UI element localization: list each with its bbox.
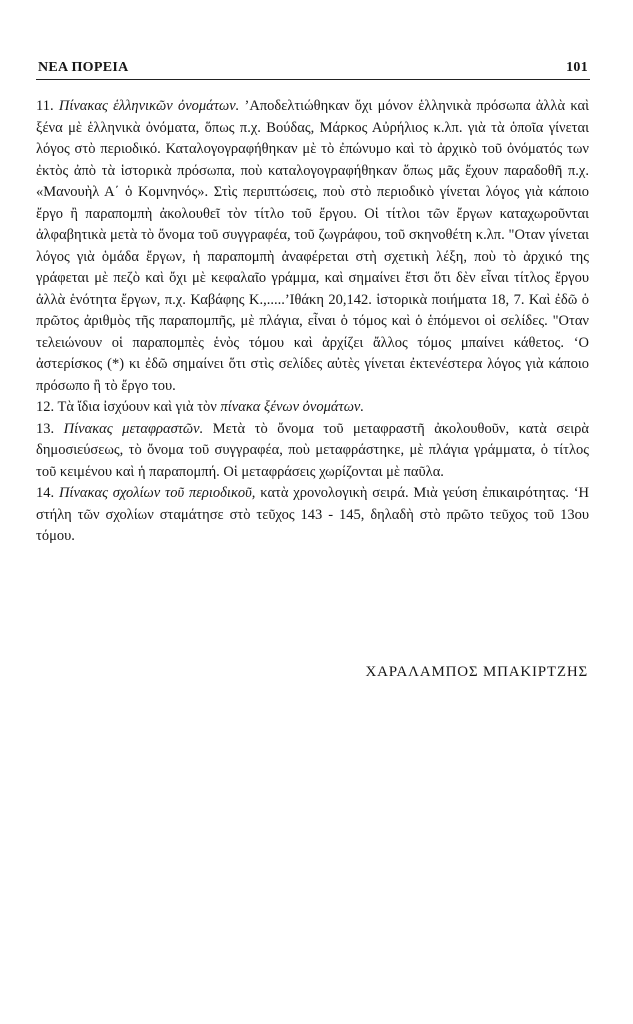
item-text: κατὰ χρονολογικὴ σειρά. Μιὰ γεύση ἐπικαιρότητας. ‘Η στήλη τῶν σχολίων σταμάτησε στὸ τεῦχος 143 - 145, δηλαδὴ στὸ πρῶτο τεῦχος τοῦ 13ου τόμου.: [36, 485, 590, 544]
item-number: 14.: [36, 485, 55, 501]
running-header: [38, 56, 588, 76]
item-number: 11.: [36, 98, 54, 114]
item-text: Μετὰ τὸ ὄνομα τοῦ μεταφραστῆ ἀκολουθοῦν, κατὰ σειρὰ δημοσιεύσεως, τὸ ὄνομα τοῦ συγγραφέα, ποὺ μεταφράστηκε, μὲ πλάγια γράμματα, ὁ τίτλος τοῦ κειμένου καὶ ἡ παραπομπή. Οἱ μεταφράσεις χωρίζονται μὲ παῦλα.: [36, 420, 590, 480]
item-13: [36, 419, 589, 484]
item-number: 13.: [36, 420, 55, 437]
body-text: [36, 96, 589, 548]
item-11: [36, 96, 589, 397]
item-14: [36, 483, 589, 548]
item-title: Πίνακας σχολίων τοῦ περιοδικοῦ,: [58, 485, 256, 501]
item-number: 12.: [36, 399, 55, 415]
item-title: Πίνακας μεταφραστῶν.: [63, 420, 204, 437]
item-12: [36, 397, 589, 419]
item-text: Τὰ ἴδια ἰσχύουν καὶ γιὰ τὸν: [57, 399, 217, 415]
running-title: ΝΕΑ ΠΟΡΕΙΑ: [38, 60, 129, 75]
item-title: πίνακα ξένων ὀνομάτων.: [220, 399, 364, 415]
author-signature: ΧΑΡΑΛΑΜΠΟΣ ΜΠΑΚΙΡΤΖΗΣ: [365, 664, 588, 680]
header-rule: [36, 79, 590, 80]
item-title: Πίνακας ἑλληνικῶν ὀνομάτων.: [58, 98, 240, 114]
item-text: ’Αποδελτιώθηκαν ὄχι μόνον ἑλληνικὰ πρόσωπα ἀλλὰ καὶ ξένα μὲ ἑλληνικὰ ὀνόματα, ὅπως π.χ. Βούδας, Μάρκος Αὐρήλιος κ.λπ. γιὰ τὰ ὁποῖα γίνεται λόγος στὸ περιοδικό. Καταλογογραφήθηκαν μὲ τὸ ἐπώνυμο καὶ τὸ ἀρχικὸ τοῦ ὀνόματός των ἐκτὸς ἀπὸ τὰ ἱστορικὰ πρόσωπα, ποὺ καταλογογραφήθηκαν ὅπως μᾶς ἔχουν παραδοθῆ π.χ. «Μανουὴλ Α΄ ὁ Κομνηνός». Στὶς περιπτώσεις, ποὺ στὸ περιοδικὸ γίνεται λόγος γιὰ κάποιο ἔργο ἢ παραπομπὴ ἀκολουθεῖ τὸν τίτλο τοῦ ἔργου. Οἱ τίτλοι τῶν ἔργων καταχωροῦνται ἀλφαβητικὰ μετὰ τὸ ὄνομα τοῦ συγγραφέα, τοῦ ζωγράφου, τοῦ σκηνοθέτη κ.λπ. "Οταν γίνεται λόγος γιὰ ὁμάδα ἔργων, ἡ παραπομπὴ ἀναφέρεται στὴ σχετικὴ λέξη, ποὺ τὸ ἀρχικό της γράφεται μὲ πεζὸ καὶ ὄχι μὲ κεφαλαῖο γράμμα, καὶ σημαίνει ἔτσι ὅτι δὲν εἶναι τίτλος ἔργου ἀλλὰ ἑνότητα ἔργων, π.χ. Καβάφης Κ.,.....’Ιθάκη 20,142. ἱστορικὰ ποιήματα 18, 7. Καὶ ἐδῶ ὁ πρῶτος ἀριθμὸς τῆς παραπομπῆς, μὲ πλάγια, εἶναι ὁ τόμος καὶ ὁ ἑπόμενοι οἱ σελίδες. "Οταν τελειώνουν οἱ παραπομπὲς ἑνὸς τόμου καὶ ἀρχίζει ἄλλος τόμος μπαίνει κάθετος. ‘Ο ἀστερίσκος (*) κι ἐδῶ σημαίνει ὅτι στὶς σελίδες αὐτὲς γίνεται ἐκτενέστερα λόγος γιὰ κάποιο πρόσωπο ἢ τὸ ἔργο του.: [36, 98, 589, 394]
page-number: 101: [566, 60, 588, 75]
